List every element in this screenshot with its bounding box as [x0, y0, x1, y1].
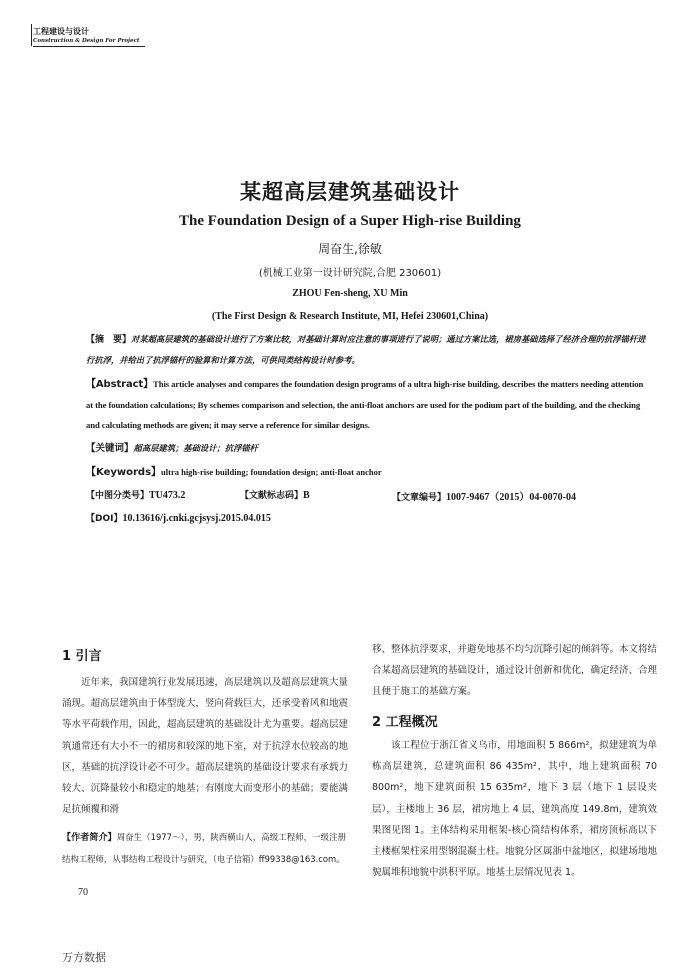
keywords-cn-label: 【关键词】	[86, 443, 134, 454]
doi-label: 【DOI】	[86, 514, 123, 524]
section-1-body	[62, 672, 348, 824]
section-2-heading: 2 工程概况	[372, 715, 438, 730]
abstract-cn	[86, 329, 646, 370]
keywords-en-text: ultra high-rise building; foundation design; anti-float anchor	[161, 467, 382, 477]
page-number: 70	[78, 887, 88, 898]
clc-label: 【中图分类号】	[86, 491, 150, 501]
clc-value: TU473.2	[149, 490, 186, 501]
wanfang-watermark: 万方数据	[62, 951, 106, 964]
paper-title-cn: 某超高层建筑基础设计	[240, 180, 460, 204]
keywords-en	[86, 463, 382, 478]
section-2-paragraph-1: 该工程位于浙江省义乌市，用地面积 5 866m²，拟建建筑为单栋高层建筑，总建筑面积 86 435m²，其中，地上建筑面积 70 800m²，地下建筑面积 15 635m²，地下 3 层（地下 1 层设夹层），主楼地上 36 层，裙房地上 4 层，建筑高度 149.8m，建筑效果图见图 1。主体结构采用框架-核心筒结构体系，裙房顶标高以下主楼框架柱采用型钢混凝土柱。地貌分区属浙中盆地区，拟建场地地貌属堆积地貌中洪积平原。地基土层情况见表 1。	[372, 740, 658, 879]
journal-name-cn: 工程建设与设计	[33, 27, 89, 36]
article-number-label: 【文章编号】	[392, 493, 447, 503]
authors-cn: 周奋生,徐敏	[318, 242, 382, 256]
keywords-cn	[86, 440, 258, 454]
document-code	[240, 488, 310, 501]
doc-code-label: 【文献标志码】	[240, 491, 304, 501]
section-1-paragraph-2: 移、整体抗浮要求，并避免地基不均匀沉降引起的倾斜等。本文将结合某超高层建筑的基础设计，通过设计创新和优化，确定经济、合理且便于施工的基础方案。	[372, 644, 658, 698]
affiliation-cn: (机械工业第一设计研究院,合肥 230601)	[258, 268, 442, 279]
paper-title-en: The Foundation Design of a Super High-rise Building	[179, 213, 521, 229]
keywords-cn-text: 超高层建筑；基础设计；抗浮锚杆	[133, 443, 258, 453]
author-note-text: 周奋生（1977～），男，陕西横山人，高级工程师，一级注册结构工程师，从事结构工程设计与研究，（电子信箱）ff99338@163.com。	[62, 832, 346, 864]
article-number	[392, 488, 576, 503]
doc-code-value: B	[303, 490, 310, 501]
header-rule	[33, 46, 145, 47]
section-1-heading: 1 引言	[62, 649, 102, 664]
abstract-cn-text: 对某超高层建筑的基础设计进行了方案比较，对基础计算时应注意的事项进行了说明；通过方案比选，裙房基础选择了经济合理的抗浮锚杆进行抗浮，并给出了抗浮锚杆的验算和计算方法，可供同类结构设计时参考。	[86, 334, 646, 365]
abstract-en-text: This article analyses and compares the foundation design programs of a ultra high-rise building, describes the matters needing attention at the foundation calculations; By schemes comparison and selection, the anti-float anchors are used for the podium part of the building, and the checking and calculating methods are given; it may serve a reference for similar designs.	[86, 379, 644, 430]
article-number-value: 1007-9467（2015）04-0070-04	[446, 492, 577, 503]
abstract-cn-label: 【摘 要】	[86, 335, 132, 345]
authors-en: ZHOU Fen-sheng, XU Min	[292, 288, 408, 299]
keywords-en-label: 【Keywords】	[86, 467, 162, 478]
author-note	[62, 827, 346, 869]
section-2-body	[372, 735, 657, 883]
header-rule-vertical	[31, 24, 32, 46]
author-note-label: 【作者简介】	[62, 833, 117, 843]
section-1-paragraph-1: 近年来，我国建筑行业发展迅速，高层建筑以及超高层建筑大量涌现。超高层建筑由于体型庞大，竖向荷载巨大，还承受着风和地震等水平荷载作用，因此，超高层建筑的基础设计尤为重要。超高层建筑通常还有大小不一的裙房和较深的地下室，对于抗浮水位较高的地区，基础的抗浮设计必不可少。超高层建筑的基础设计要求有承载力较大、沉降量较小和稳定的地基；有刚度大而变形小的基础；要能满足抗倾覆和滑	[62, 677, 348, 816]
abstract-en	[86, 374, 646, 435]
clc-number	[86, 488, 185, 501]
section-1-continuation	[372, 639, 657, 703]
abstract-en-label: 【Abstract】	[86, 379, 154, 390]
doi-value: 10.13616/j.cnki.gcjsysj.2015.04.015	[122, 513, 271, 524]
journal-name-en: Construction & Design For Project	[33, 38, 140, 44]
affiliation-en: (The First Design & Research Institute, MI, Hefei 230601,China)	[211, 311, 489, 322]
doi	[86, 511, 271, 524]
